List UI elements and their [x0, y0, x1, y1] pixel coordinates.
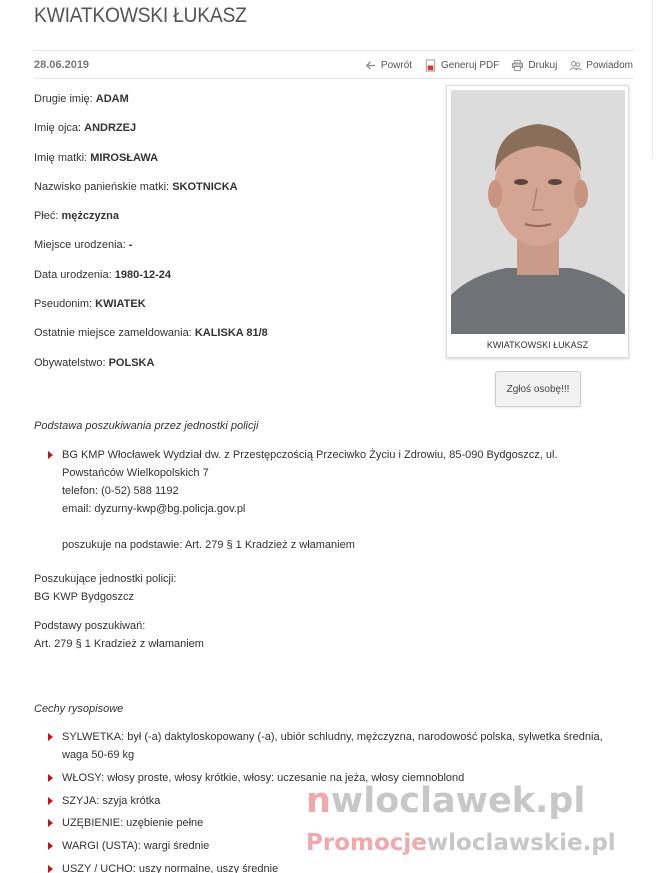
- bullet-arrow-icon: [48, 451, 53, 459]
- bullet-arrow-icon: [48, 733, 53, 741]
- personal-data-list: [34, 93, 268, 386]
- features-section-title: Cechy rysopisowe: [34, 703, 124, 715]
- bullet-arrow-icon: [48, 797, 53, 805]
- print-button[interactable]: [511, 59, 557, 72]
- publish-date: 28.06.2019: [34, 59, 90, 71]
- notify-label: Powiadom: [586, 60, 633, 71]
- list-item: WŁOSY: włosy proste, włosy krótkie, włosy: uczesanie na jeża, włosy ciemnoblond: [48, 769, 603, 787]
- bullet-arrow-icon: [48, 774, 53, 782]
- pdf-label: Generuj PDF: [441, 60, 500, 71]
- watermark-nwloclawek: nwloclawek.pl: [306, 781, 586, 821]
- print-label: Drukuj: [528, 60, 558, 71]
- field-last-address: Ostatnie miejsce zameldowania: KALISKA 81/8: [34, 327, 268, 340]
- field-mother-maiden-name: Nazwisko panieńskie matki: SKOTNICKA: [34, 180, 238, 193]
- list-item: WARGI (USTA): wargi średnie: [48, 837, 603, 855]
- field-middle-name: Drugie imię: ADAM: [34, 93, 129, 105]
- field-sex: Płeć: mężczyzna: [34, 210, 120, 223]
- bullet-arrow-icon: [48, 819, 53, 827]
- field-birthdate: Data urodzenia: 1980-12-24: [34, 268, 172, 281]
- page-title: KWIATKOWSKI ŁUKASZ: [34, 4, 247, 27]
- list-item: SYLWETKA: był (-a) daktyloskopowany (-a), ubiór schludny, mężczyzna, narodowość polska, sylwetka średnia, waga 50-69 kg: [48, 728, 603, 764]
- notify-people-icon: [569, 59, 582, 72]
- back-arrow-icon: [364, 59, 377, 72]
- list-item: BG KMP Włocławek Wydział dw. z Przestępczością Przeciwko Życiu i Zdrowiu, 85-090 Bydgoszcz, ul. Powstańców Wielkopolskich 7 telefon: (0-52) 588 1192 email: dyzurny-kwp@bg.policja.gov.pl poszukuje na podstawie: Art. 279 § 1 Kradzież z włamaniem: [48, 446, 557, 554]
- basis-section-title: Podstawa poszukiwania przez jednostki policji: [34, 420, 259, 432]
- pdf-icon: [424, 59, 437, 72]
- photo-caption: KWIATKOWSKI ŁUKASZ: [486, 340, 589, 350]
- field-citizenship: Obywatelstwo: POLSKA: [34, 356, 155, 369]
- bullet-arrow-icon: [48, 842, 53, 850]
- list-item: UZĘBIENIE: uzębienie pełne: [48, 814, 603, 832]
- portrait-image: [451, 90, 625, 334]
- toolbar: [364, 59, 633, 72]
- divider-bottom: [34, 78, 634, 79]
- divider-top: [34, 50, 634, 51]
- printer-icon: [511, 59, 524, 72]
- searching-units: Poszukujące jednostki policji: BG KWP Bydgoszcz: [34, 573, 177, 603]
- basis-list: [48, 446, 557, 554]
- search-basis: Podstawy poszukiwań: Art. 279 § 1 Kradzież z włamaniem: [34, 620, 204, 650]
- report-person-button[interactable]: Zgłoś osobę!!!: [495, 371, 581, 407]
- back-button[interactable]: [364, 59, 412, 72]
- field-nickname: Pseudonim: KWIATEK: [34, 298, 146, 311]
- list-item: SZYJA: szyja krótka: [48, 792, 603, 810]
- generate-pdf-button[interactable]: [424, 59, 499, 72]
- back-label: Powrót: [380, 60, 413, 71]
- bullet-arrow-icon: [48, 865, 53, 873]
- notify-button[interactable]: [569, 59, 633, 72]
- field-mother-name: Imię matki: MIROSŁAWA: [34, 151, 159, 164]
- side-divider: [652, 0, 653, 158]
- field-father-name: Imię ojca: ANDRZEJ: [34, 122, 137, 135]
- watermark-promocje: Promocjewloclawskie.pl: [306, 830, 616, 856]
- person-photo-card: [446, 85, 629, 358]
- person-photo[interactable]: [451, 90, 625, 334]
- list-item: USZY / UCHO: uszy normalne, uszy średnie: [48, 860, 603, 873]
- field-birthplace: Miejsce urodzenia: -: [34, 239, 133, 252]
